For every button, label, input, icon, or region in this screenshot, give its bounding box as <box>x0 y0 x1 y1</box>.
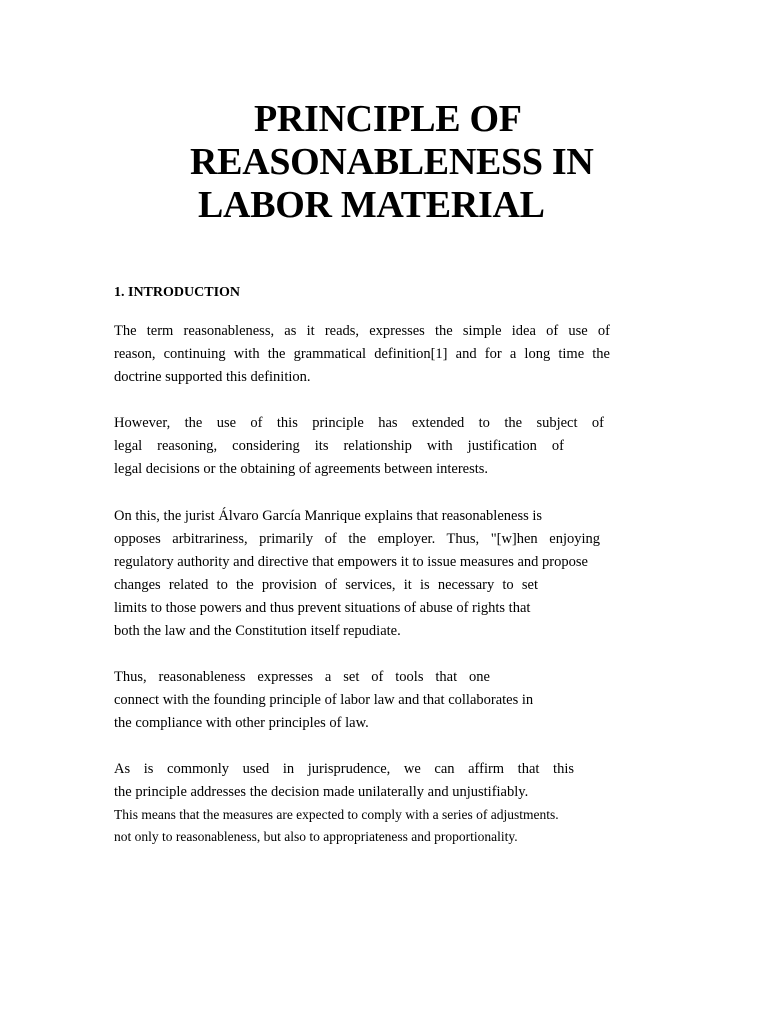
paragraph-1-line-2: reason, continuing with the grammatical definition[1] and for a long time the <box>114 346 610 362</box>
document-title-line-3: LABOR MATERIAL <box>198 184 545 226</box>
paragraph-3-line-2: opposes arbitrariness, primarily of the employer. Thus, "[w]hen enjoying <box>114 531 600 547</box>
document-title-line-2: REASONABLENESS IN <box>190 141 594 183</box>
paragraph-5-line-2: the principle addresses the decision made unilaterally and unjustifiably. <box>114 784 529 800</box>
paragraph-5-line-3: This means that the measures are expected to comply with a series of adjustments. <box>114 807 559 822</box>
paragraph-1-line-1: The term reasonableness, as it reads, expresses the simple idea of use of <box>114 323 610 339</box>
document-title-line-1: PRINCIPLE OF <box>254 98 522 140</box>
paragraph-4-line-3: the compliance with other principles of law. <box>114 715 369 731</box>
paragraph-5-line-4: not only to reasonableness, but also to appropriateness and proportionality. <box>114 829 518 844</box>
paragraph-3-line-3: regulatory authority and directive that empowers it to issue measures and propose <box>114 554 588 570</box>
paragraph-3-line-4: changes related to the provision of services, it is necessary to set <box>114 577 538 593</box>
paragraph-1-line-3: doctrine supported this definition. <box>114 369 311 385</box>
paragraph-2-line-1: However, the use of this principle has extended to the subject of <box>114 415 604 431</box>
paragraph-2-line-2: legal reasoning, considering its relationship with justification of <box>114 438 564 454</box>
paragraph-4-line-2: connect with the founding principle of labor law and that collaborates in <box>114 692 534 708</box>
paragraph-2-line-3: legal decisions or the obtaining of agreements between interests. <box>114 461 489 477</box>
paragraph-3-line-1: On this, the jurist Álvaro García Manrique explains that reasonableness is <box>114 508 543 524</box>
paragraph-5-line-1: As is commonly used in jurisprudence, we can affirm that this <box>114 761 574 777</box>
section-heading: 1. INTRODUCTION <box>114 285 241 300</box>
paragraph-3-line-5: limits to those powers and thus prevent situations of abuse of rights that <box>114 600 531 616</box>
paragraph-3-line-6: both the law and the Constitution itself repudiate. <box>114 623 401 639</box>
paragraph-4-line-1: Thus, reasonableness expresses a set of tools that one <box>114 669 490 685</box>
